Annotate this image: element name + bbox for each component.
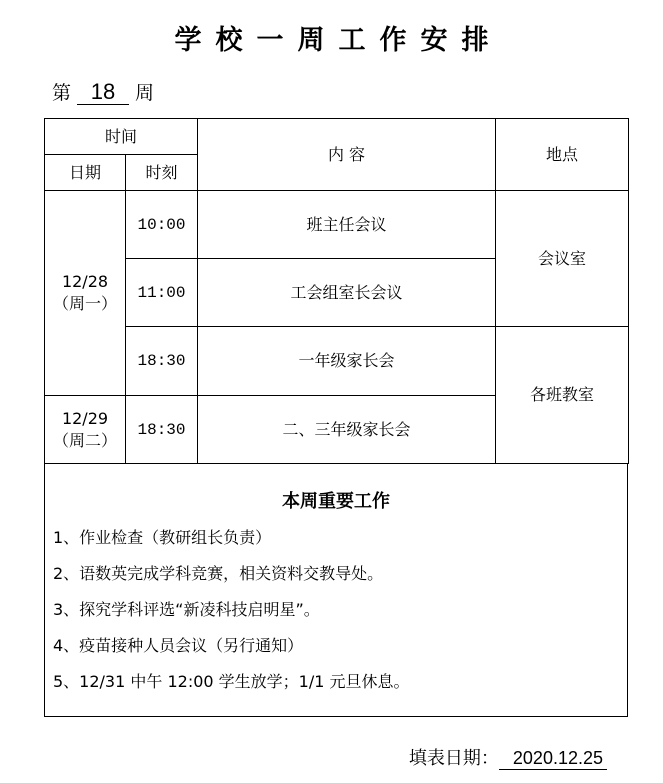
weekday-day2: （周二）	[52, 430, 117, 450]
content-cell: 工会组室长会议	[198, 259, 496, 327]
list-item: 2、语数英完成学科竞赛，相关资料交教导处。	[53, 564, 384, 583]
location-cell: 会议室	[496, 191, 629, 327]
fill-date-label: 填表日期：	[408, 748, 499, 769]
notes-list	[53, 527, 410, 707]
header-content: 内 容	[198, 119, 496, 191]
time-cell: 10:00	[126, 191, 198, 259]
header-location: 地点	[496, 119, 629, 191]
fill-date	[409, 744, 607, 770]
location-cell: 各班教室	[496, 327, 629, 464]
date-cell-day1	[45, 191, 126, 396]
list-item: 1、作业检查（教研组长负责）	[53, 528, 272, 547]
week-line	[52, 78, 154, 105]
header-time: 时间	[45, 119, 198, 155]
content-cell: 班主任会议	[198, 191, 496, 259]
week-suffix: 周	[135, 82, 155, 104]
content-cell: 二、三年级家长会	[198, 396, 496, 464]
week-number: 18	[77, 80, 129, 105]
date-day1: 12/28	[61, 272, 109, 291]
schedule-table	[44, 118, 629, 464]
week-prefix: 第	[52, 82, 72, 104]
weekday-day1: （周一）	[52, 294, 117, 313]
content-cell: 一年级家长会	[198, 327, 496, 396]
table-row	[45, 191, 629, 259]
weekly-notes	[44, 463, 628, 717]
page-title: 学校一周工作安排	[174, 25, 503, 56]
time-cell: 11:00	[126, 259, 198, 327]
header-hour: 时刻	[126, 155, 198, 191]
date-day2: 12/29	[61, 408, 109, 428]
list-item: 5、12/31 中午 12:00 学生放学；1/1 元旦休息。	[53, 672, 410, 691]
notes-heading: 本周重要工作	[282, 491, 390, 512]
list-item: 4、疫苗接种人员会议（另行通知）	[53, 636, 304, 655]
date-cell-day2	[45, 396, 126, 464]
header-date: 日期	[45, 155, 126, 191]
time-cell: 18:30	[126, 327, 198, 396]
list-item: 3、探究学科评选“新凌科技启明星”。	[53, 600, 320, 619]
time-cell: 18:30	[126, 396, 198, 464]
table-row	[45, 327, 629, 396]
fill-date-value: 2020.12.25	[499, 747, 607, 770]
